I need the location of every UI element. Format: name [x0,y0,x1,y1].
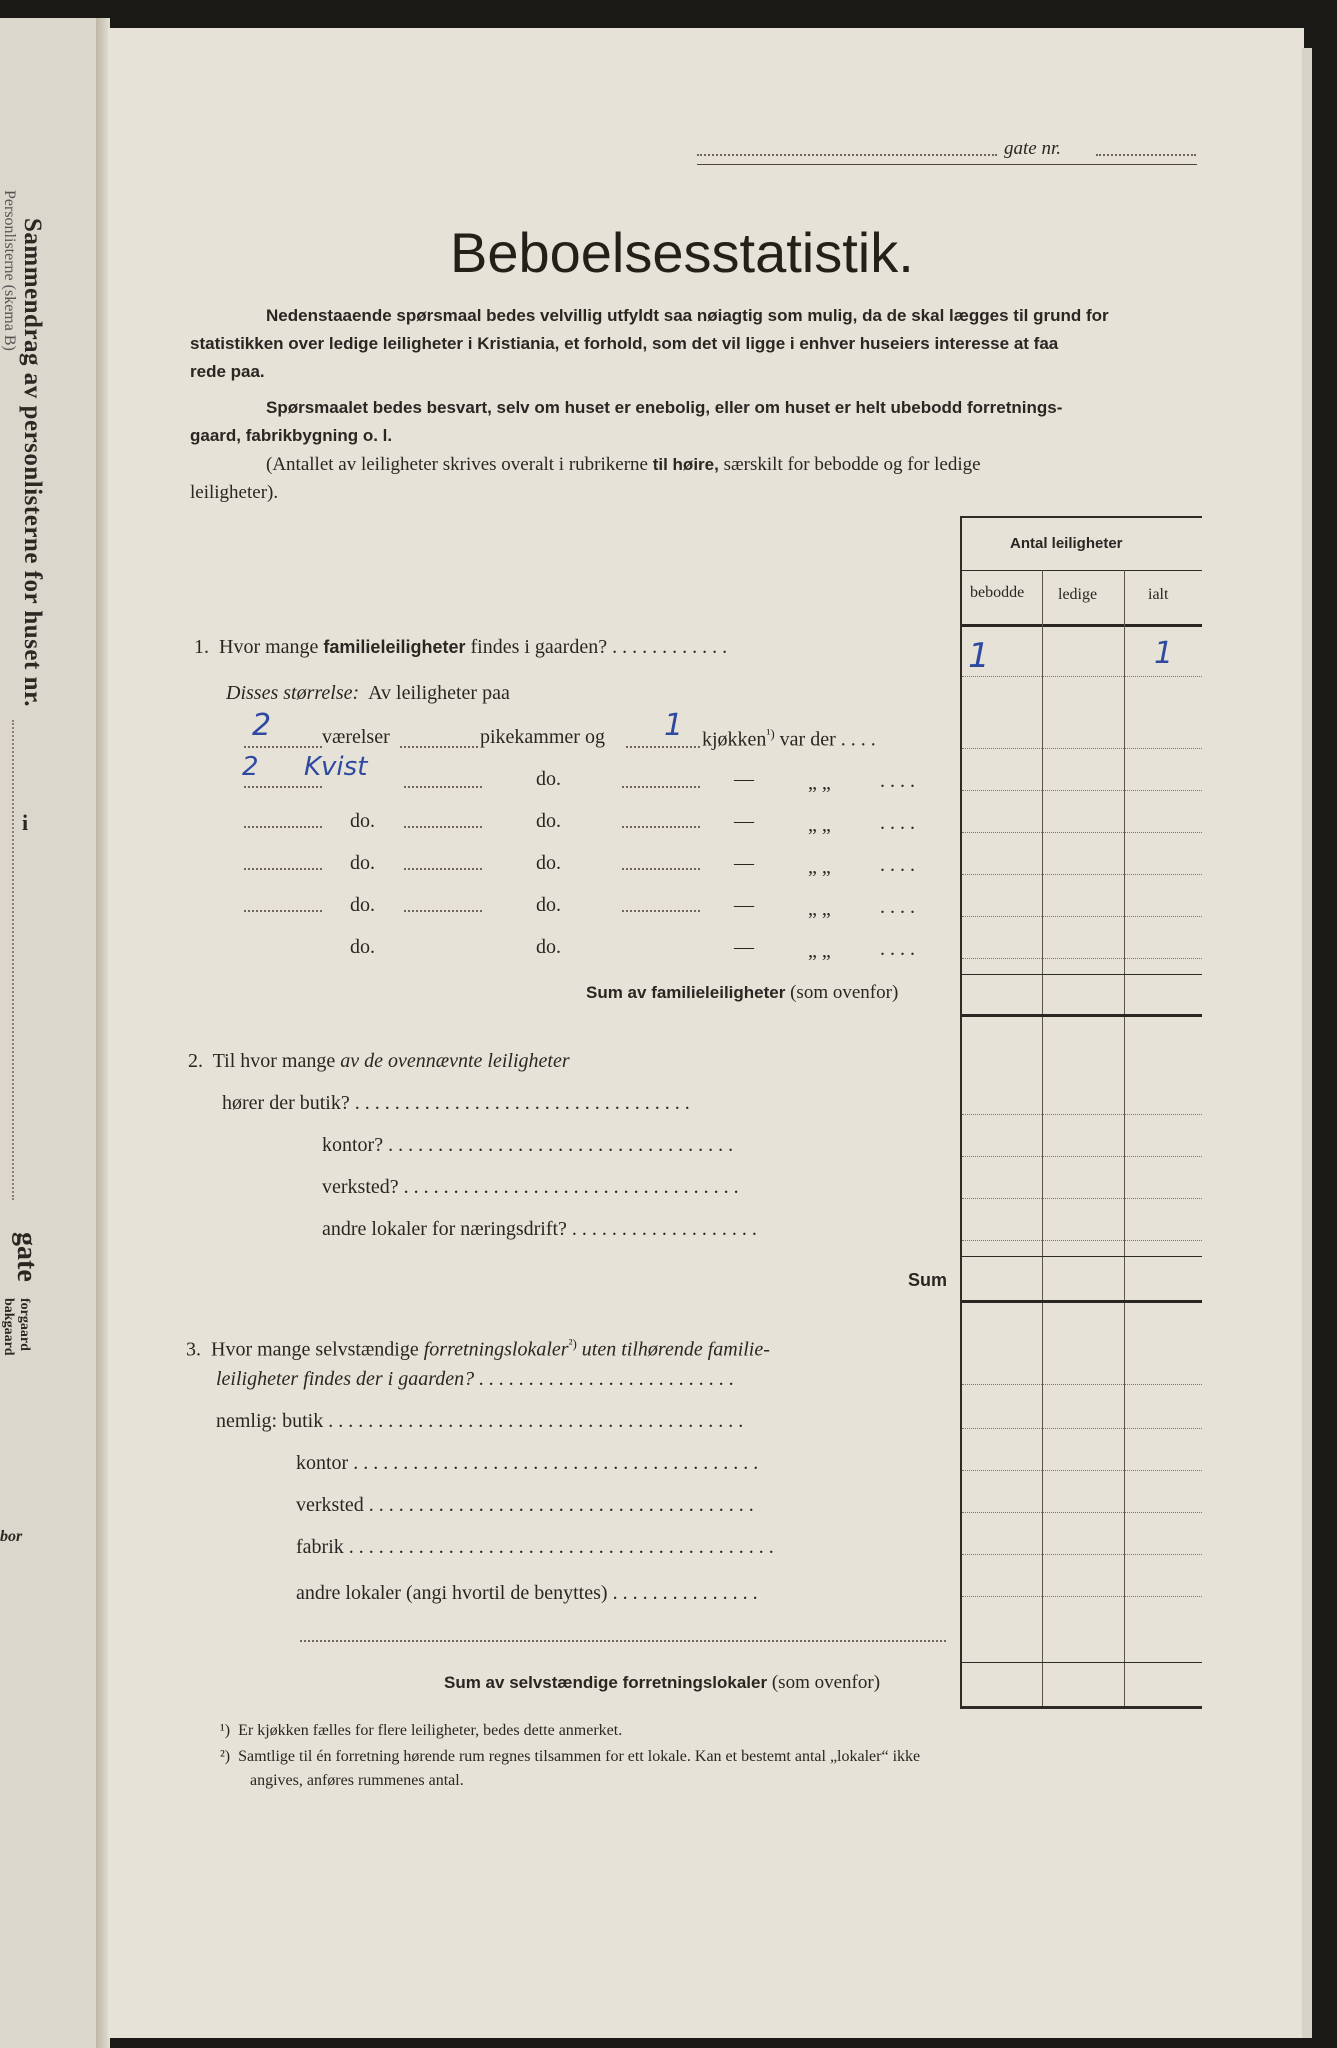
q1-sum-note: (som ovenfor) [790,982,899,1003]
footnote-1 [220,1722,622,1740]
table-row-line [962,916,1202,917]
rooms-field[interactable] [244,746,322,748]
q2-number: 2. [188,1050,203,1072]
left-page-roman-numeral: i [22,810,29,835]
rooms-field[interactable] [244,786,322,788]
table-row-line [962,790,1202,791]
dash-label: — [734,894,754,916]
footnote-1-mark: ¹) [220,1722,231,1739]
intro-line-6-c: særskilt for bebodde og for ledige [723,454,981,475]
nr-dotted-line [1096,154,1196,156]
hw-row2-word: Kvist [304,752,368,782]
intro-line-1: Nedenstaaende spørsmaal bedes velvillig utfyldt saa nøiagtig som mulig, da de skal lægges til grund for [266,306,1109,325]
table-sum2-top [962,1256,1202,1257]
row-dots: . . . . [880,938,915,960]
left-page-bor: bor [0,1528,23,1545]
footnote-2-continued: angives, anføres rummenes antal. [250,1772,464,1789]
do-label: do. [350,852,375,874]
row-dots: . . . . [880,896,915,918]
ditto-label: „ „ [808,940,831,962]
q3-verksted-label: verksted [296,1494,364,1516]
do-label: do. [536,852,561,874]
hw-q1-bebodde: 1 [968,636,990,676]
q1-text-c: findes i gaarden? [470,636,608,658]
table-header-bottom [962,624,1202,627]
q2-sum: Sum [908,1270,948,1290]
col-divider-2 [1124,570,1125,1706]
ditto-label: „ „ [808,814,831,836]
q3-line-2-text: leiligheter findes der i gaarden? [216,1368,475,1390]
q2-verksted: verksted? . . . . . . . . . . . . . . . . . . . . . . . . . . . . . . . . . . [322,1176,739,1198]
pikekammer-field[interactable] [400,746,478,748]
pikekammer-field[interactable] [404,868,482,870]
q2-butik: hører der butik? . . . . . . . . . . . . . . . . . . . . . . . . . . . . . . . . . . [222,1092,690,1114]
table-row-line [962,1240,1202,1241]
table-row-line [962,1428,1202,1429]
dash-label: — [734,810,754,832]
hw-kitchen: 1 [664,708,684,743]
q3-kontor-label: kontor [296,1452,349,1474]
table-row-line [962,874,1202,875]
q2-andre-label: andre lokaler for næringsdrift? [322,1218,567,1240]
intro-line-6-b: til høire, [652,455,719,474]
page-title: Beboelsesstatistik. [450,221,914,284]
intro-line-6-a: (Antallet av leiligheter skrives overalt i rubrikerne [266,454,648,475]
kitchen-field[interactable] [622,826,700,828]
q3-text-a: Hvor mange selvstændige [211,1338,419,1361]
rooms-field[interactable] [244,826,322,828]
do-label: do. [350,894,375,916]
do-label: do. [350,936,375,958]
intro-line-7: leiligheter). [190,482,279,503]
row-dots: . . . . [880,770,915,792]
q3-nemlig-label: nemlig: butik [216,1410,324,1432]
row-dots: . . . . [880,854,915,876]
gate-dotted-line [697,154,997,156]
table-row-line [962,1198,1202,1199]
kitchen-field[interactable] [622,786,700,788]
table-sum1-bottom [962,1014,1202,1017]
q3-text-c: uten tilhørende familie- [581,1338,770,1361]
q1-sum-label: Sum av familieleiligheter [586,983,786,1002]
footnote-1-text: Er kjøkken fælles for flere leiligheter, bedes dette anmerket. [238,1722,623,1739]
table-row-line [962,1554,1202,1555]
col-header-bebodde: bebodde [970,584,1025,601]
q1-sizes-label: Disses størrelse: [226,682,360,704]
table-row-line [962,676,1202,677]
intro-line-3: rede paa. [190,362,265,381]
q2-verksted-label: verksted? [322,1176,399,1198]
q3-footnote-ref: ²) [568,1336,577,1351]
left-page-gate: gate [11,1232,42,1282]
kitchen-field[interactable] [622,910,700,912]
hw-rooms: 2 [252,708,272,743]
q2-text-b: av de ovennævnte leiligheter [340,1050,570,1072]
q3-butik: nemlig: butik . . . . . . . . . . . . . . . . . . . . . . . . . . . . . . . . . . . . . . . . . . [216,1410,744,1432]
table-subheader-rule [962,570,1202,571]
col-header-ialt: ialt [1148,586,1169,603]
pikekammer-field[interactable] [404,786,482,788]
q3-other-field[interactable] [300,1640,946,1642]
q3-andre: andre lokaler (angi hvortil de benyttes) . . . . . . . . . . . . . . . [296,1582,758,1604]
footnote-2 [220,1748,920,1766]
q1-dots: . . . . . . . . . . . . [612,636,728,658]
pikekammer-field[interactable] [404,826,482,828]
q1-number: 1. [194,636,209,658]
q2-question [188,1050,570,1073]
table-sum2-bottom [962,1300,1202,1303]
kjokken-label [702,726,876,752]
intro-line-2: statistikken over ledige leiligheter i Kristiania, et forhold, som det vil ligge i enhver huseiers interesse at faa [190,334,1059,353]
gate-nr-label: gate nr. [1004,138,1061,159]
q2-butik-label: hører der butik? [222,1092,350,1114]
pikekammer-label: pikekammer og [480,726,605,748]
forgaard-label: forgaard [17,1298,32,1351]
q3-line-2: leiligheter findes der i gaarden? . . . . . . . . . . . . . . . . . . . . . . . . . . [216,1368,735,1390]
q2-kontor-label: kontor? [322,1134,384,1156]
q2-kontor: kontor? . . . . . . . . . . . . . . . . . . . . . . . . . . . . . . . . . . . [322,1134,734,1156]
row-dots: . . . . [840,728,876,751]
col-divider-1 [1042,570,1043,1706]
table-title: Antal leiligheter [1010,535,1123,552]
table-row-line [962,1512,1202,1513]
table-row-line [962,1156,1202,1157]
q3-sum [444,1672,880,1694]
table-bottom-border [960,1706,1202,1709]
rooms-field[interactable] [244,868,322,870]
do-label: do. [536,768,561,790]
q1-question [194,636,727,659]
q3-fabrik-label: fabrik [296,1536,344,1558]
ditto-label: „ „ [808,856,831,878]
intro-line-6 [266,454,981,476]
dash-label: — [734,852,754,874]
q3-andre-label: andre lokaler (angi hvortil de benyttes) [296,1582,608,1604]
left-page-forgaard-bakgaard [0,1298,32,1356]
q2-text-a: Til hvor mange [212,1050,336,1072]
do-label: do. [536,936,561,958]
q3-question [186,1336,770,1362]
table-row-line [962,832,1202,833]
table-sum3-top [962,1662,1202,1663]
hw-row2-rooms: 2 [242,752,259,782]
table-row-line [962,1596,1202,1597]
do-label: do. [350,810,375,832]
var-der-text: var der [779,728,836,751]
do-label: do. [536,810,561,832]
q1-text-a: Hvor mange [219,636,319,658]
left-page-vertical-subtitle: Personlisterne (skema B) [1,190,18,351]
q1-sizes-text: Av leiligheter paa [368,682,510,704]
table-row-line [962,1470,1202,1471]
left-page-vertical-title: Sammendrag av personlisterne for huset nr. [19,218,46,708]
q3-kontor: kontor . . . . . . . . . . . . . . . . . . . . . . . . . . . . . . . . . . . . . . . . . [296,1452,759,1474]
vaerelser-label: værelser [322,726,390,748]
q1-sum [586,982,898,1004]
intro-line-5: gaard, fabrikbygning o. l. [190,426,393,445]
hw-q1-ialt: 1 [1154,636,1174,671]
table-top-border [960,516,1202,518]
table-row-line [962,958,1202,959]
q3-number: 3. [186,1338,201,1361]
q3-sum-note: (som ovenfor) [771,1672,881,1693]
rooms-field[interactable] [244,910,322,912]
q1-text-b: familieleiligheter [323,637,466,657]
table-row-line [962,1384,1202,1385]
table-left-border [960,516,962,1706]
bakgaard-label: bakgaard [1,1298,16,1356]
do-label: do. [536,894,561,916]
q3-fabrik: fabrik . . . . . . . . . . . . . . . . . . . . . . . . . . . . . . . . . . . . . . . . . . . [296,1536,774,1558]
q3-text-b: forretningslokaler [423,1338,569,1361]
kjokken-text: kjøkken [702,728,767,751]
table-sum1-top [962,974,1202,975]
row-dots: . . . . [880,812,915,834]
kitchen-field[interactable] [626,746,700,748]
q2-andre: andre lokaler for næringsdrift? . . . . . . . . . . . . . . . . . . . [322,1218,757,1240]
table-row-line [962,748,1202,749]
intro-line-4: Spørsmaalet bedes besvart, selv om huset er enebolig, eller om huset er helt ubebodd forretnings- [266,398,1063,417]
dash-label: — [734,768,754,790]
col-header-ledige: ledige [1058,586,1098,603]
pikekammer-field[interactable] [404,910,482,912]
kitchen-field[interactable] [622,868,700,870]
q1-sizes [226,682,510,705]
left-page-dotted-line [12,720,14,1200]
ditto-label: „ „ [808,772,831,794]
dash-label: — [734,936,754,958]
q3-verksted: verksted . . . . . . . . . . . . . . . . . . . . . . . . . . . . . . . . . . . . . . . [296,1494,754,1516]
q3-sum-label: Sum av selvstændige forretningslokaler [444,1673,768,1692]
table-row-line [962,1114,1202,1115]
ditto-label: „ „ [808,898,831,920]
footnote-2-mark: ²) [220,1748,231,1765]
kjokken-footnote-ref: ¹) [766,726,775,741]
header-rule [697,164,1197,165]
footnote-2-text-a: Samtlige til én forretning hørende rum regnes tilsammen for ett lokale. Kan et bestemt antal „lokaler“ ikke [238,1748,921,1765]
